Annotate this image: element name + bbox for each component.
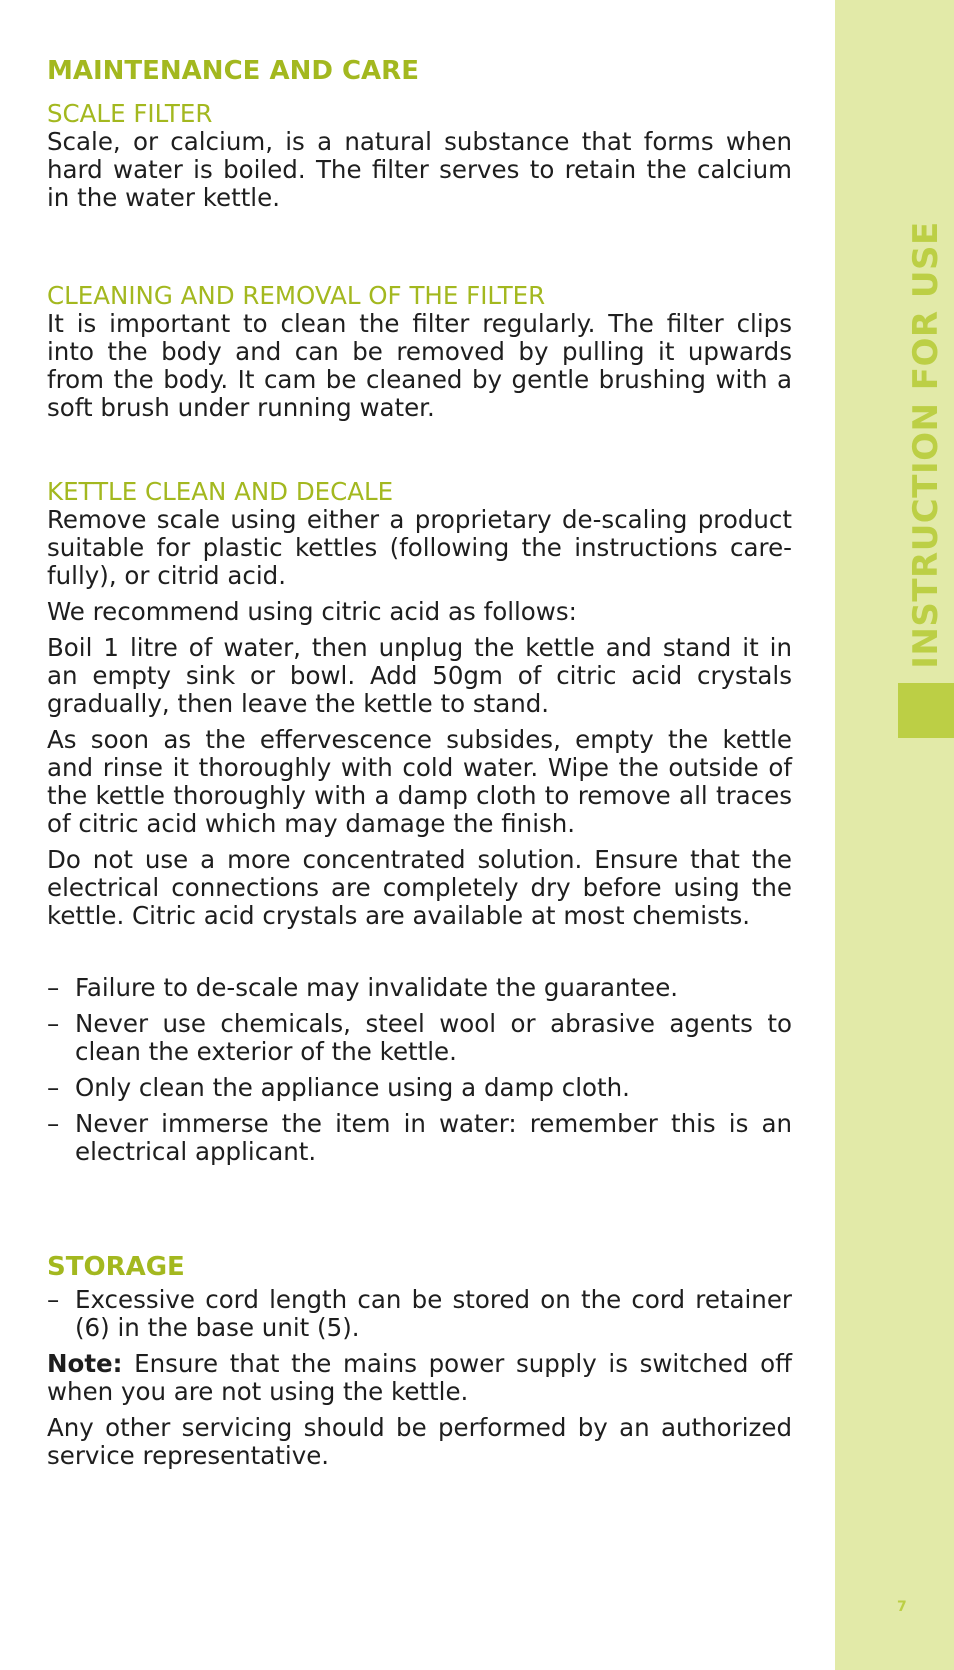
list-item-text: Excessive cord length can be stored on the cord retainer (6) in the base unit (5). xyxy=(75,1285,792,1342)
note-label: Note: xyxy=(47,1349,123,1378)
sidebar-tab-marker xyxy=(898,683,954,738)
cleaning-heading: CLEANING AND REMOVAL OF THE FILTER xyxy=(47,281,546,310)
list-item xyxy=(47,1074,792,1102)
decale-paragraph: Boil 1 litre of water, then unplug the kettle and stand it in an empty sink or bowl. Add 50gm of citric acid crystals gradually, then leave the kettle to stand. xyxy=(47,633,792,718)
warnings-list xyxy=(47,974,792,1166)
dash-bullet: – xyxy=(47,1073,60,1102)
spacer xyxy=(47,430,792,478)
storage-note xyxy=(47,1350,792,1406)
dash-bullet: – xyxy=(47,1285,60,1314)
decale-paragraph: Do not use a more concentrated solution. Ensure that the electrical connections are completely dry before using the kettle. Citric acid crystals are available at most chemists. xyxy=(47,845,792,930)
dash-bullet: – xyxy=(47,1009,60,1038)
storage-closing: Any other servicing should be performed by an authorized service representative. xyxy=(47,1413,792,1470)
dash-bullet: – xyxy=(47,973,60,1002)
list-item-text: Failure to de-scale may invalidate the guarantee. xyxy=(75,973,679,1002)
page-number: 7 xyxy=(897,1599,907,1615)
list-item-text: Never use chemicals, steel wool or abrasive agents to clean the exterior of the kettle. xyxy=(75,1009,792,1066)
note-text: Ensure that the mains power supply is switched off when you are not using the kettle. xyxy=(47,1349,792,1406)
dash-bullet: – xyxy=(47,1109,60,1138)
decale-heading: KETTLE CLEAN AND DECALE xyxy=(47,477,394,506)
cleaning-text: It is important to clean the filter regularly. The filter clips into the body and can be removed by pulling it upwards from the body. It cam be cleaned by gentle brushing with a soft brush under running water. xyxy=(47,309,792,422)
scale-filter-heading: SCALE FILTER xyxy=(47,99,213,128)
main-content xyxy=(47,56,792,1478)
list-item-text: Never immerse the item in water: remember this is an electrical applicant. xyxy=(75,1109,792,1166)
maintenance-heading: MAINTENANCE AND CARE xyxy=(47,56,419,86)
list-item xyxy=(47,1286,792,1342)
spacer xyxy=(47,220,792,282)
spacer xyxy=(47,1174,792,1252)
list-item xyxy=(47,1110,792,1166)
sidebar-title: INSTRUCTION FOR USE xyxy=(906,221,946,669)
scale-filter-text: Scale, or calcium, is a natural substance that forms when hard water is boiled. The filter serves to retain the calcium in the water kettle. xyxy=(47,127,792,212)
storage-heading: STORAGE xyxy=(47,1252,185,1282)
decale-paragraph: We recommend using citric acid as follows: xyxy=(47,597,577,626)
decale-paragraph: As soon as the effervescence subsides, empty the kettle and rinse it thoroughly with cold water. Wipe the outside of the kettle thoroughly with a damp cloth to remove all traces of citric acid which may damage the finish. xyxy=(47,725,792,838)
spacer xyxy=(47,938,792,974)
list-item xyxy=(47,974,792,1002)
list-item-text: Only clean the appliance using a damp cloth. xyxy=(75,1073,630,1102)
decale-paragraph: Remove scale using either a proprietary de-scaling product suitable for plastic kettles (following the instructions care-fully), or citrid acid. xyxy=(47,505,792,590)
list-item xyxy=(47,1010,792,1066)
storage-list xyxy=(47,1286,792,1342)
